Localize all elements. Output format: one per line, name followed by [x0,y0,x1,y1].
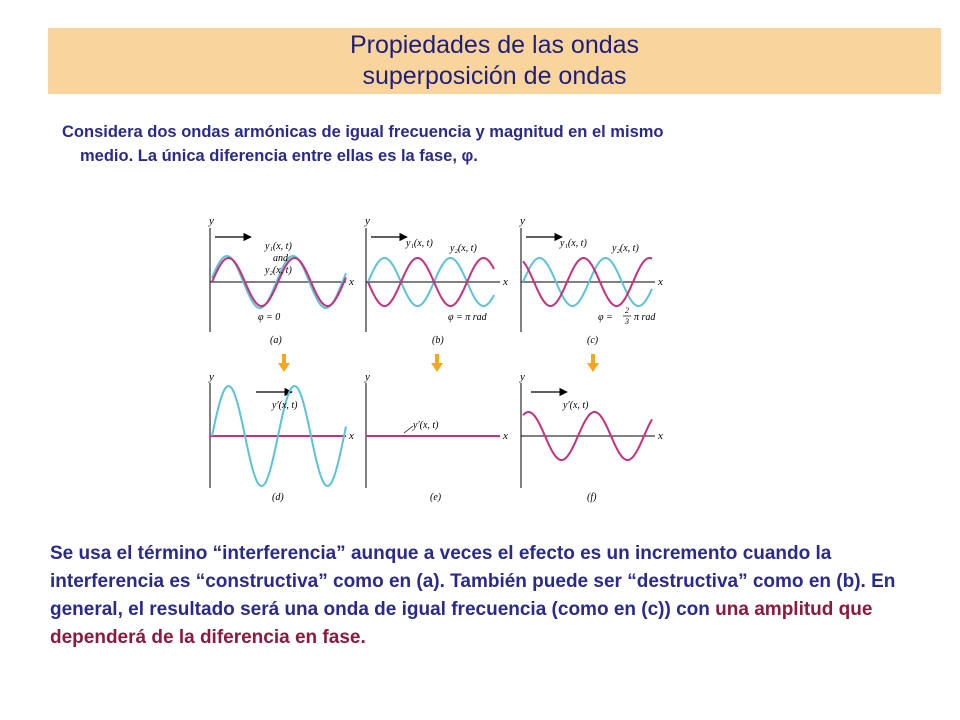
axis-y-label: y [365,371,370,383]
caption-b: (b) [432,335,444,346]
phase-label: φ = 0 [258,312,281,323]
down-arrow-icon [587,354,599,372]
axis-y-label: y [520,371,525,383]
intro-line-2: medio. La única diferencia entre ellas es la fase, φ. [80,147,478,165]
phase-prefix: φ = [598,312,613,323]
axis-x-label: x [349,430,354,442]
axis-x-label: x [503,430,508,442]
panel-d [208,371,354,503]
caption-f: (f) [587,492,597,503]
panel-f [519,371,663,503]
label-y2: y₂(x, t) [450,243,477,254]
axis-x-label: x [658,430,663,442]
panel-b [364,215,508,346]
panel-e [364,371,508,503]
caption-c: (c) [587,335,599,346]
label-yprime: y′(x, t) [272,400,298,411]
axis-y-label: y [209,371,214,383]
phase-denominator: 3 [625,317,629,326]
phase-suffix: π rad [634,312,656,323]
label-and: and [273,253,288,264]
axis-x-label: x [349,276,354,288]
label-yprime: y′(x, t) [563,400,589,411]
panel-c [519,215,663,346]
label-y1: y₁(x, t) [406,238,433,249]
phase-numerator: 2 [625,306,629,315]
label-y2: y₂(x, t) [612,243,639,254]
down-arrow-icon [278,354,290,372]
caption-d: (d) [272,492,284,503]
page-title: Propiedades de las ondas [349,31,640,59]
body-text-main: Se usa el término “interferencia” aunque a veces el efecto es un incremento cuando la interferencia es “constructiva” como en (a). También puede ser “destructiva” como en (b). En general, el resultado será una onda de igual frecuencia (como en (c)) con [50,543,896,620]
caption-a: (a) [270,335,282,346]
page-subtitle: superposición de ondas [362,62,627,90]
axis-x-label: x [503,276,508,288]
panel-a [208,215,354,346]
axis-x-label: x [658,276,663,288]
intro-line-1: Considera dos ondas armónicas de igual frecuencia y magnitud en el mismo [62,123,664,141]
label-y1: y₁(x, t) [265,241,292,252]
down-arrow-icon [431,354,443,372]
caption-e: (e) [430,492,442,503]
body-paragraph [50,540,940,652]
label-y1: y₁(x, t) [560,238,587,249]
axis-y-label: y [209,215,214,227]
label-yprime: y′(x, t) [413,420,439,431]
phase-label: φ = π rad [448,312,487,323]
label-y2: y₂(x, t) [265,265,292,276]
axis-y-label: y [365,215,370,227]
body-text-highlight: una amplitud que dependerá de la diferencia en fase. [50,599,873,648]
axis-y-label: y [520,215,525,227]
